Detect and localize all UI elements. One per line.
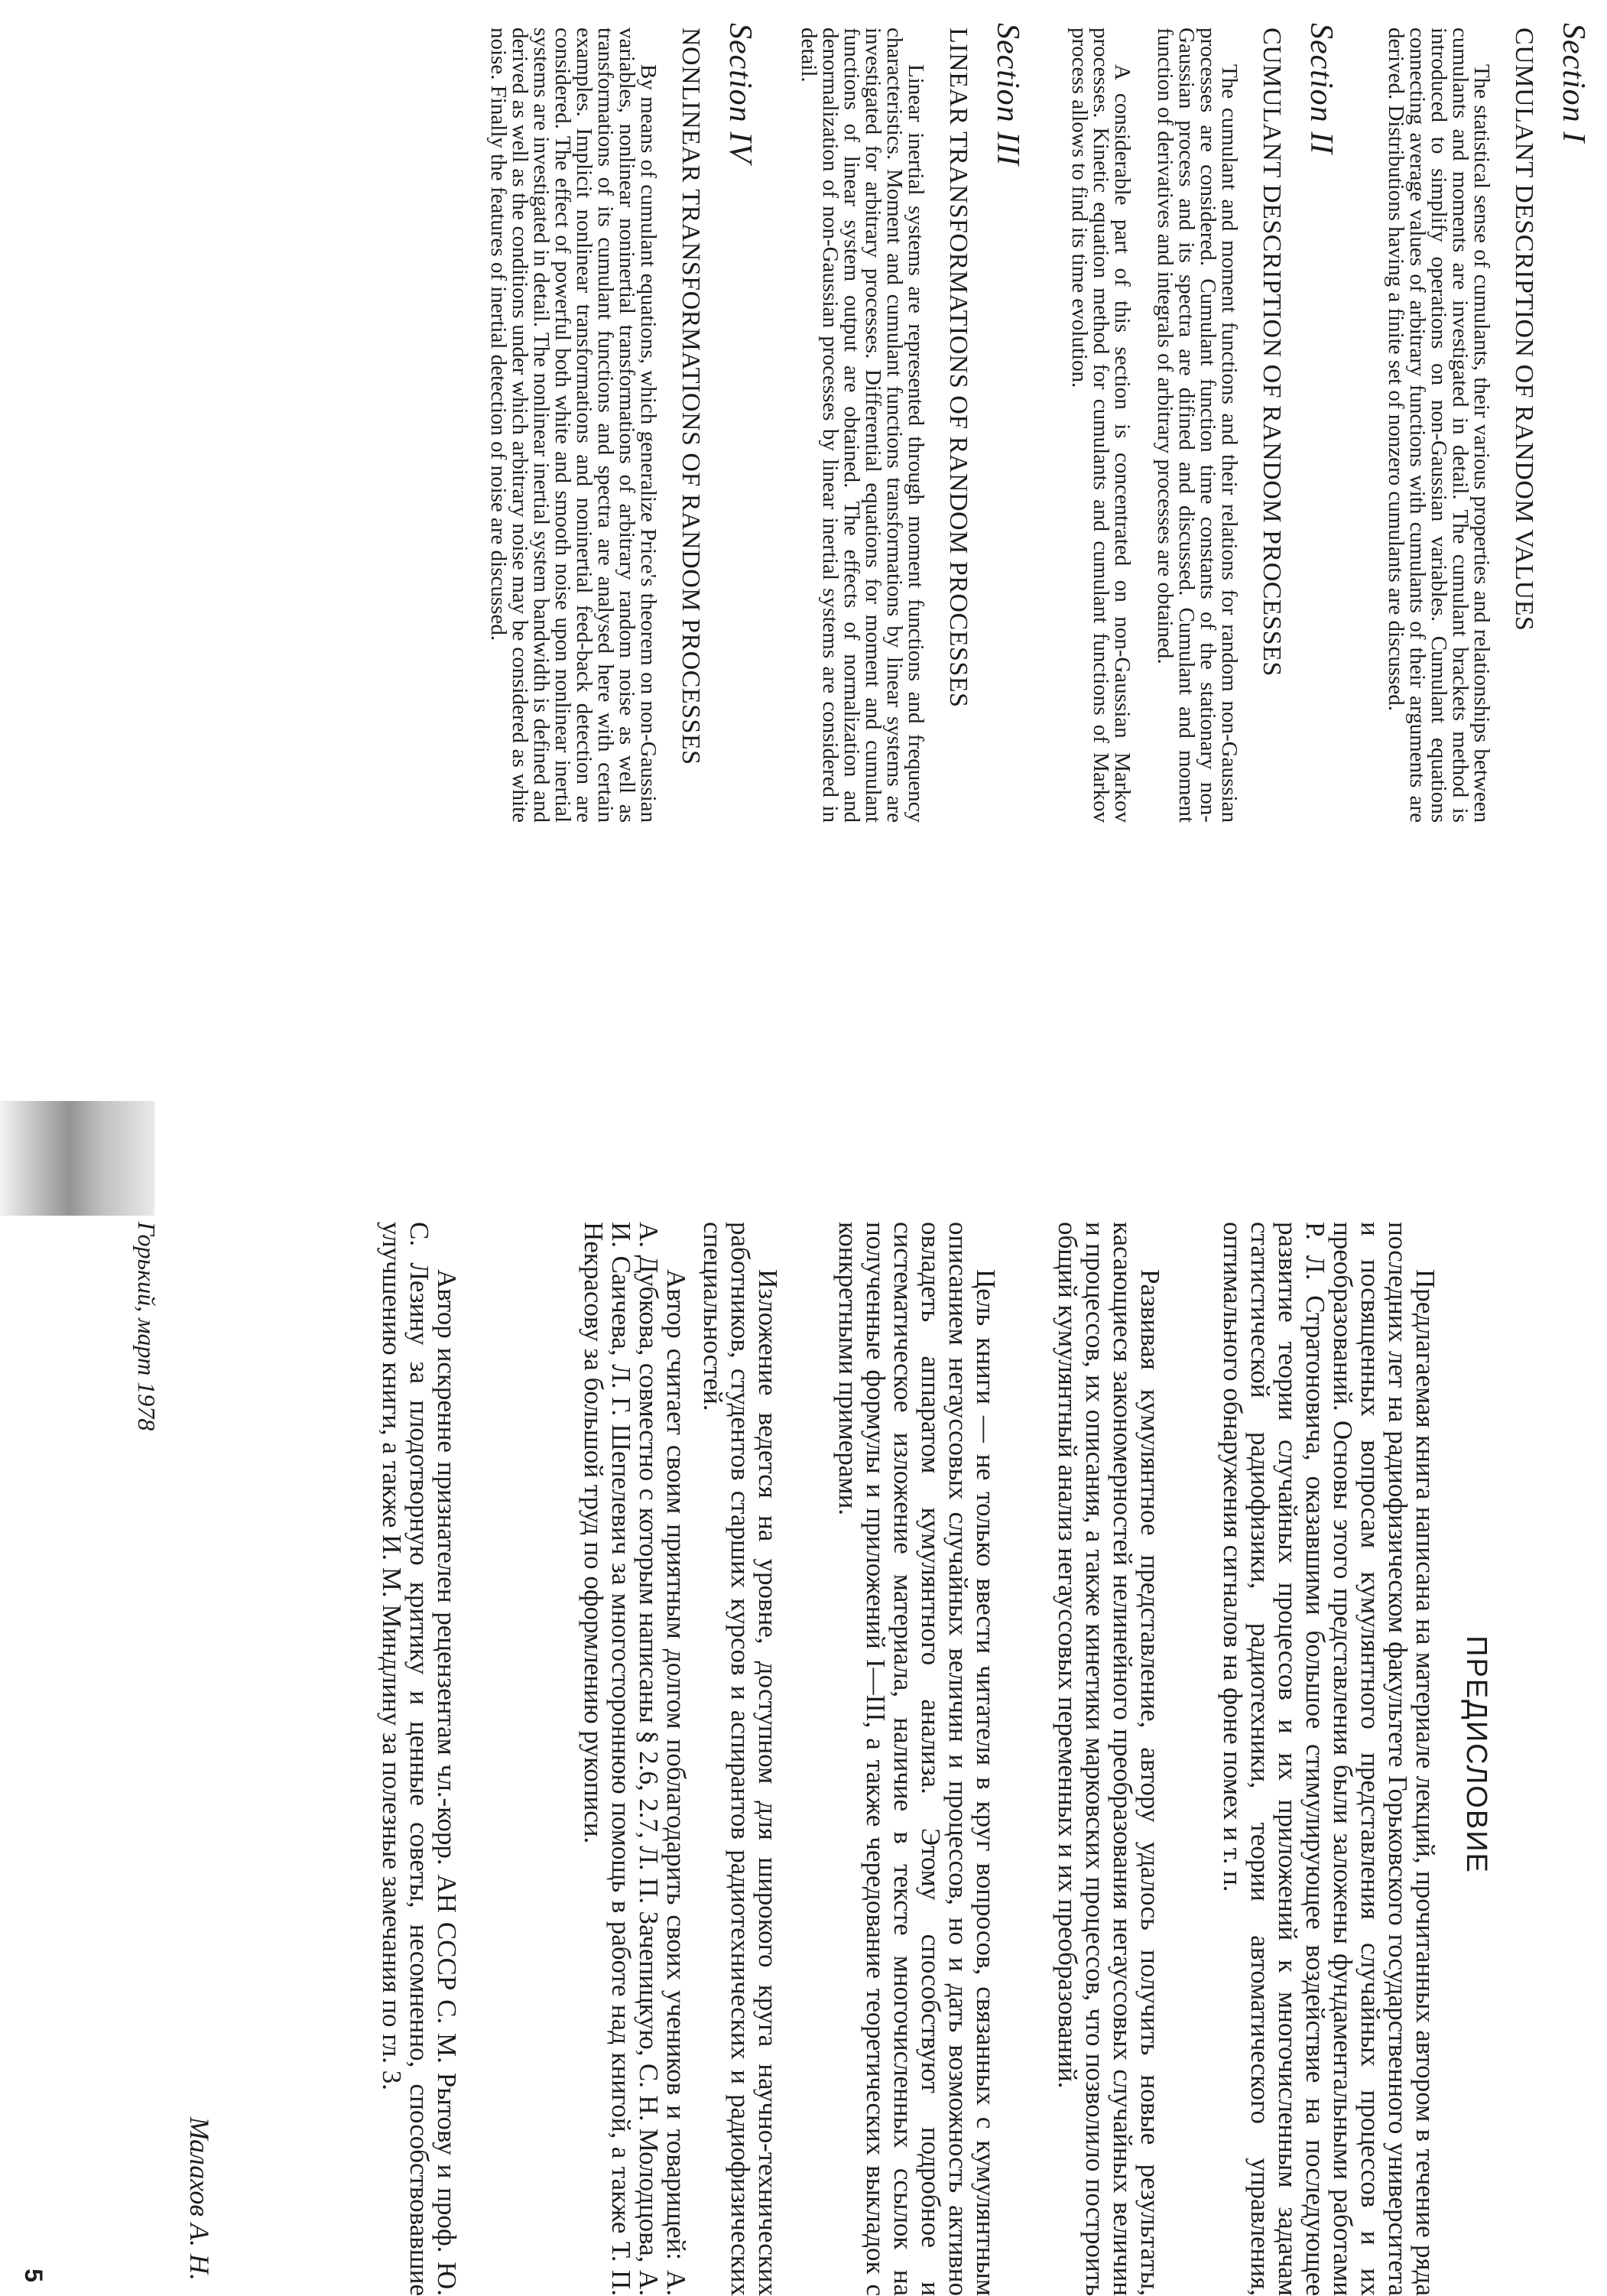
section-paragraph: A considerable part of this section is concentrated on non-Gaussian Markov processes. Kinetic equation method for cumulants and cumulant functions of Markov process allows to find its time evolution. bbox=[1067, 28, 1135, 823]
preface-paragraph: Изложение ведется на уровне, доступном для широкого круга научно-технических работников, студентов старших курсов и аспирантов радиотехнических и радиофизических специальностей. bbox=[698, 1222, 783, 2296]
section-label: Section I bbox=[1556, 23, 1591, 144]
section-heading: LINEAR TRANSFORMATIONS OF RANDOM PROCESSES bbox=[944, 28, 972, 708]
section-label: Section III bbox=[990, 23, 1025, 167]
preface-paragraph: Предлагаемая книга написана на материале лекций, прочитанных автором в течение ряда последних лет на радиофизическом факультете Горьковского государственного университета и посвященных вопросам кумулянтного представления случайных процессов и их преобразований. Основы этого представления были заложены фундаментальными работами Р. Л. Стратоновича, оказавшими большое стимулирующее воздействие на последующее развитие теории случайных процессов и их приложений к многочисленным задачам статистической радиофизики, радиотехники, теории автоматического управления, оптимального обнаружения сигналов на фоне помех и т. п. bbox=[1218, 1222, 1440, 2296]
section-heading: CUMULANT DESCRIPTION OF RANDOM PROCESSES bbox=[1258, 28, 1286, 677]
preface-paragraph: Цель книги — не только ввести читателя в круг вопросов, связанных с кумулянтным описанием негауссовых случайных величин и процессов, но и дать возможность активно овладеть аппаратом кумулянтного анализа. Этому способствуют подробное и систематическое изложение материала, наличие в тексте многочисленных ссылок на полученные формулы и приложений I—III, а также чередование теоретических выкладок с конкретными примерами. bbox=[833, 1222, 1001, 2296]
author-signature: Малахов А. Н. bbox=[184, 2116, 215, 2281]
section-paragraph: The statistical sense of cumulants, their various properties and relationships between cumulants and moments are investigated in detail. The cumulant brackets method is introduced to simplify operations on non-Gaussian variables. Cumulant equations connecting average values of arbitrary functions with cumulants of their arguments are derived. Distributions having a finite set of nonzero cumulants are discussed. bbox=[1384, 28, 1494, 823]
preface-title: ПРЕДИСЛОВИЕ bbox=[1460, 1635, 1492, 1874]
preface-paragraph: Автор считает своим приятным долгом поблагодарить своих учеников и товарищей: А. А. Дубкова, совместно с которым написаны § 2.6, 2.7, Л. П. Зачепицкую, С. Н. Молодцова, А. И. Саичева, Л. Г. Шепелевич за многостороннюю помощь в работе над книгой, а также Т. П. Некрасову за большой труд по оформлению рукописи. bbox=[579, 1222, 691, 2296]
section-paragraph: The cumulant and moment functions and their relations for random non-Gaussian processes are considered. Cumulant function time constants of the stationary non-Gaussian process and its spectra are difined and discussed. Cumulant and moment function of derivatives and integrals of arbitrary processes are obtained. bbox=[1153, 28, 1242, 823]
place-date: Горький, март 1978 bbox=[133, 1222, 161, 1431]
section-paragraph: By means of cumulant equations, which generalize Price's theorem on non-Gaussian variables, nonlinear noninertial transformations of arbitrary random noise as well as transformations of its cumulant functions and spectra are analysed here with certain examples. Implicit nonlinear transformations and noninertial feed-back detection are considered. The effect of powerful both white and smooth noise upon nonlinear inertial systems are investigated in detail. The nonlinear inertial system bandwidth is defined and derived as well as the conditions under which arbitrary noise may be considered as white noise. Finally the features of inertial detection of noise are discussed. bbox=[486, 28, 661, 823]
section-paragraph: Linear inertial systems are represented through moment functions and frequency characteristics. Moment and cumulant functions transformations by linear systems are investigated for arbitrary processes. Differential equations for moment and cumulant functions of linear system output are obtained. The effects of normalization and denormalization of non-Gaussian processes by linear inertial systems are considered in detail. bbox=[797, 28, 928, 823]
section-heading: NONLINEAR TRANSFORMATIONS OF RANDOM PROCESSES bbox=[677, 28, 705, 765]
section-label: Section II bbox=[1303, 23, 1339, 155]
section-heading: CUMULANT DESCRIPTION OF RANDOM VALUES bbox=[1510, 28, 1538, 632]
page-number: 5 bbox=[20, 2268, 47, 2282]
scan-gutter-shadow bbox=[0, 1101, 154, 1216]
section-label: Section IV bbox=[722, 23, 758, 164]
preface-paragraph: Автор искренне признателен рецензентам чл.-корр. АН СССР С. М. Рытову и проф. Ю. С. Лезину за плодотворную критику и ценные советы, несомненно, способствовавшие улучшению книги, а также И. М. Миндлину за полезные замечания по гл. 3. bbox=[377, 1222, 462, 2296]
preface-paragraph: Развивая кумулянтное представление, автору удалось получить новые результаты, касающиеся закономерностей нелинейного преобразования негауссовых случайных величин и процессов, их описания, а также кинетики марковских процессов, что позволило построить общий кумулянтный анализ негауссовых переменных и их преобразований. bbox=[1053, 1222, 1165, 2296]
